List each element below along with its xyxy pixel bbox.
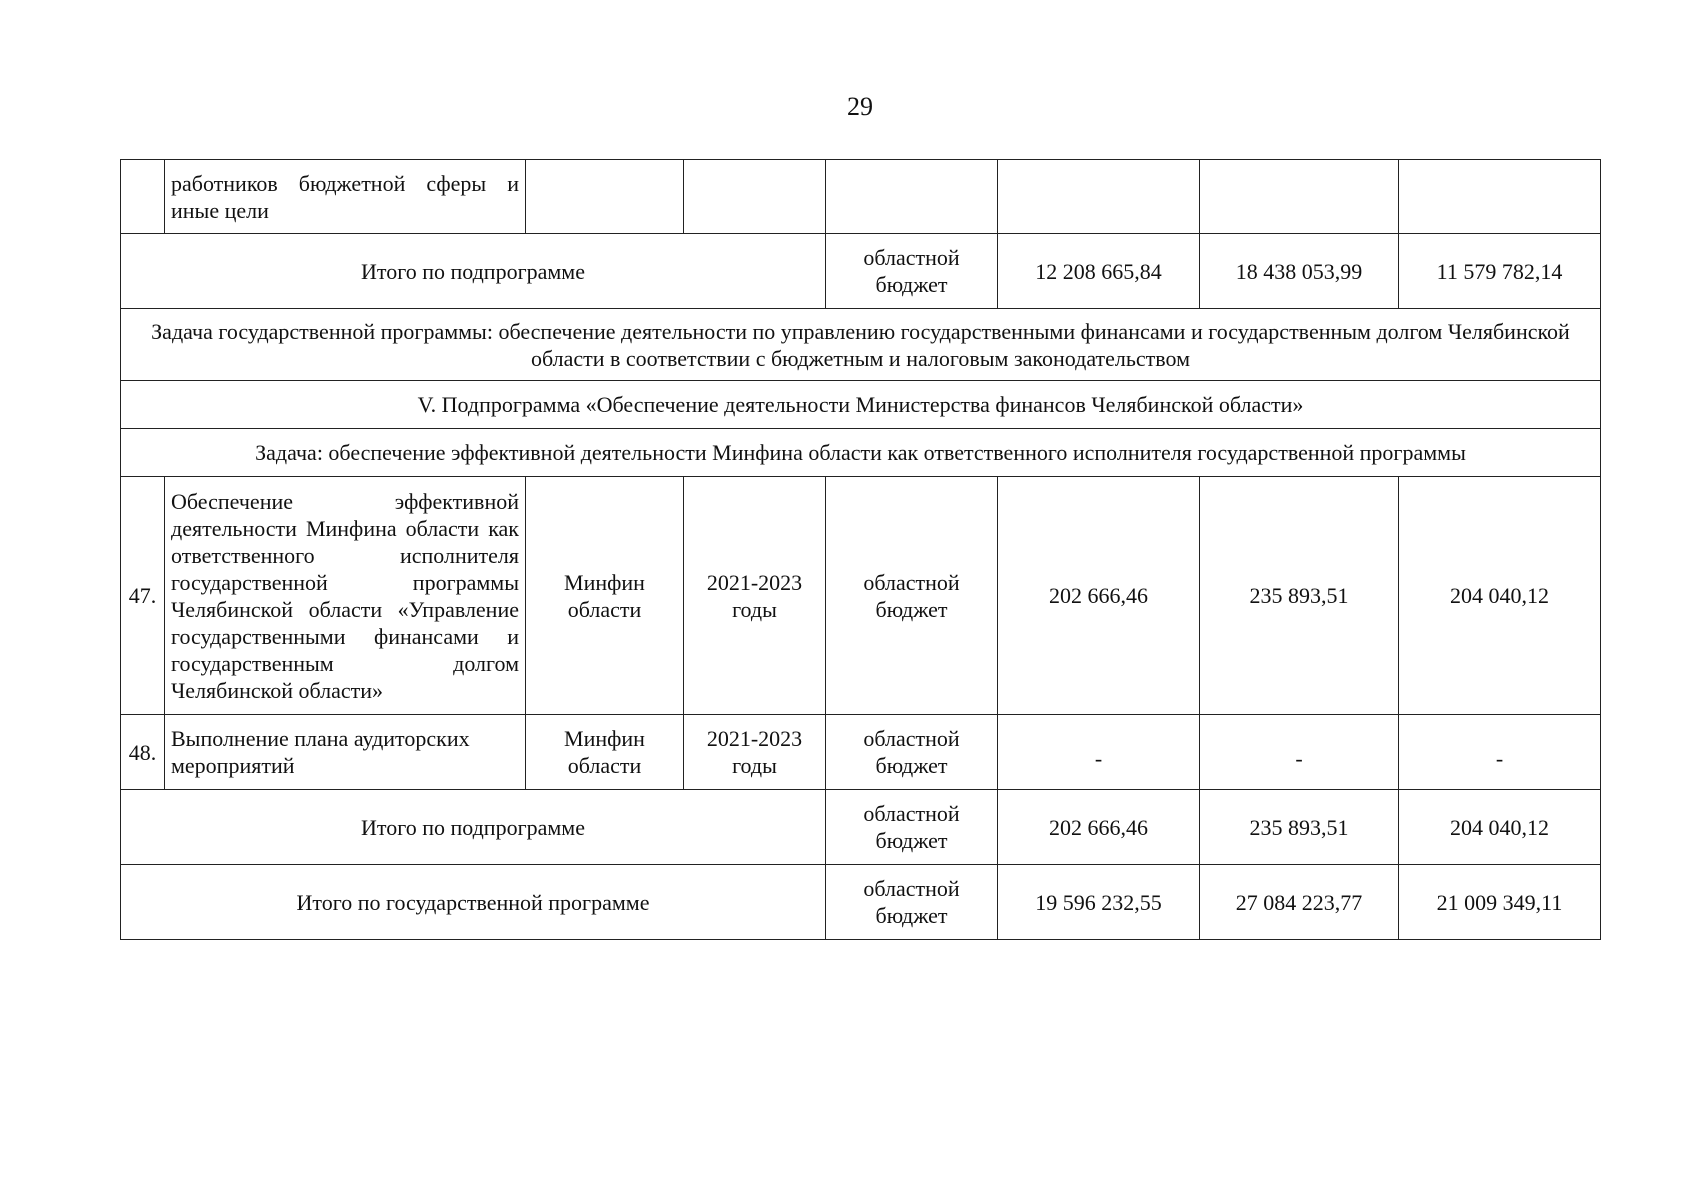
cell-2023 <box>1399 160 1601 234</box>
cell-source: областной бюджет <box>826 715 998 790</box>
cell-2021: - <box>998 715 1200 790</box>
table-row-subprogram-task <box>121 429 1601 477</box>
table-row-subprogram-total <box>121 790 1601 865</box>
cell-period: 2021-2023 годы <box>684 477 826 715</box>
table-row <box>121 715 1601 790</box>
cell-source: областной бюджет <box>826 477 998 715</box>
table-row <box>121 477 1601 715</box>
cell-period: 2021-2023 годы <box>684 715 826 790</box>
program-task: Задача государственной программы: обеспечение деятельности по управлению государственными финансами и государственным долгом Челябинской области в соответствии с бюджетным и налоговым законодательством <box>121 309 1601 381</box>
cell-2023: - <box>1399 715 1601 790</box>
cell-2022: 27 084 223,77 <box>1200 865 1399 940</box>
cell-activity-name: Обеспечение эффективной деятельности Минфина области как ответственного исполнителя государственной программы Челябинской области «Управление государственными финансами и государственным долгом Челябинской области» <box>165 477 526 715</box>
cell-2023: 204 040,12 <box>1399 790 1601 865</box>
cell-2022: 235 893,51 <box>1200 790 1399 865</box>
cell-2022: 18 438 053,99 <box>1200 234 1399 309</box>
cell-activity-name: работников бюджетной сферы и иные цели <box>165 160 526 234</box>
budget-table <box>120 159 1601 940</box>
subprogram-title: V. Подпрограмма «Обеспечение деятельности Министерства финансов Челябинской области» <box>121 381 1601 429</box>
cell-2021 <box>998 160 1200 234</box>
cell-num <box>121 160 165 234</box>
subprogram-task: Задача: обеспечение эффективной деятельности Минфина области как ответственного исполнителя государственной программы <box>121 429 1601 477</box>
total-label: Итого по подпрограмме <box>121 790 826 865</box>
cell-source: областной бюджет <box>826 865 998 940</box>
cell-executor: Минфин области <box>526 715 684 790</box>
cell-2022: 235 893,51 <box>1200 477 1399 715</box>
table-row-continuation <box>121 160 1601 234</box>
cell-num: 48. <box>121 715 165 790</box>
cell-2021: 19 596 232,55 <box>998 865 1200 940</box>
total-label: Итого по подпрограмме <box>121 234 826 309</box>
table-row-program-task <box>121 309 1601 381</box>
cell-executor: Минфин области <box>526 477 684 715</box>
cell-num: 47. <box>121 477 165 715</box>
table-row-subprogram-total <box>121 234 1601 309</box>
table-row-program-total <box>121 865 1601 940</box>
cell-source <box>826 160 998 234</box>
cell-2023: 11 579 782,14 <box>1399 234 1601 309</box>
cell-activity-name: Выполнение плана аудиторских мероприятий <box>165 715 526 790</box>
page-number: 29 <box>847 92 873 121</box>
table-row-subprogram-title <box>121 381 1601 429</box>
cell-2023: 21 009 349,11 <box>1399 865 1601 940</box>
cell-source: областной бюджет <box>826 234 998 309</box>
cell-executor <box>526 160 684 234</box>
cell-2021: 12 208 665,84 <box>998 234 1200 309</box>
cell-2022: - <box>1200 715 1399 790</box>
cell-source: областной бюджет <box>826 790 998 865</box>
cell-2021: 202 666,46 <box>998 477 1200 715</box>
cell-2023: 204 040,12 <box>1399 477 1601 715</box>
total-label: Итого по государственной программе <box>121 865 826 940</box>
cell-period <box>684 160 826 234</box>
cell-2021: 202 666,46 <box>998 790 1200 865</box>
cell-2022 <box>1200 160 1399 234</box>
